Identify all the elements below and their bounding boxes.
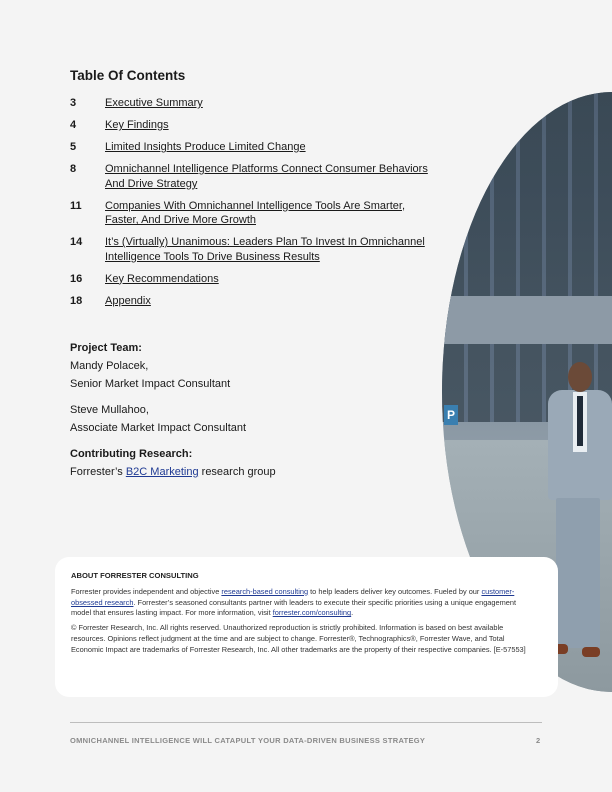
toc-item[interactable] <box>70 118 430 133</box>
about-paragraph <box>71 587 531 619</box>
research-consulting-link[interactable]: research-based consulting <box>221 586 309 596</box>
toc-link[interactable]: Companies With Omnichannel Intelligence Tools Are Smarter, Faster, And Drive More Growth <box>105 199 405 226</box>
toc-link[interactable]: It’s (Virtually) Unanimous: Leaders Plan To Invest In Omnichannel Intelligence Tools To Drive Business Results <box>105 236 425 263</box>
team-heading: Project Team: <box>70 342 142 354</box>
toc-page: 14 <box>70 236 83 248</box>
toc-link[interactable]: Executive Summary <box>105 97 203 109</box>
toc-list <box>70 96 430 316</box>
member-name: Steve Mullahoo, <box>70 404 149 416</box>
toc-page: 8 <box>70 163 77 175</box>
toc-page: 4 <box>70 119 77 131</box>
consulting-url-link[interactable]: forrester.com/consulting <box>272 608 352 618</box>
toc-item[interactable] <box>70 96 430 111</box>
toc-link[interactable]: Appendix <box>105 294 151 307</box>
about-box <box>55 557 558 697</box>
toc-item[interactable] <box>70 140 430 155</box>
toc-page: 3 <box>70 97 77 109</box>
toc-link[interactable]: Key Findings <box>105 119 169 131</box>
contrib-prefix: Forrester’s <box>70 466 126 478</box>
toc-page: 16 <box>70 272 83 285</box>
about-text: Forrester provides independent and objective <box>71 586 222 596</box>
toc-item[interactable] <box>70 294 430 309</box>
member-role: Senior Market Impact Consultant <box>70 378 231 390</box>
toc-page: 11 <box>70 199 82 212</box>
parking-sign: P <box>444 405 458 425</box>
contrib-line <box>70 463 420 481</box>
contrib-suffix: research group <box>198 466 276 478</box>
footer-title: OMNICHANNEL INTELLIGENCE WILL CATAPULT YOUR DATA-DRIVEN BUSINESS STRATEGY <box>70 736 426 745</box>
toc-item[interactable] <box>70 199 430 228</box>
about-text: to help leaders deliver key outcomes. Fueled by our <box>308 586 482 596</box>
contrib-heading: Contributing Research: <box>70 448 193 460</box>
member-role: Associate Market Impact Consultant <box>70 422 247 434</box>
toc-link[interactable]: Limited Insights Produce Limited Change <box>105 141 306 153</box>
project-team <box>70 339 420 481</box>
customer-research-link[interactable]: customer-obsessed research <box>71 586 515 607</box>
copyright-paragraph: © Forrester Research, Inc. All rights reserved. Unauthorized reproduction is strictly prohibited. Information is based on best available resources. Opinions reflect judgment at the time and are subject to change. Forrester®, Technographics®, Forrester Wave, and Total Economic Impact are trademarks of Forrester Research, Inc. All other trademarks are the property of their respective companies. [E-57553] <box>71 623 526 654</box>
toc-item[interactable] <box>70 235 430 264</box>
toc-link[interactable]: Omnichannel Intelligence Platforms Connect Consumer Behaviors And Drive Strategy <box>105 163 428 190</box>
toc-title: Table Of Contents <box>70 68 186 83</box>
toc-page: 18 <box>70 294 83 307</box>
page-number: 2 <box>536 736 541 745</box>
toc-link[interactable]: Key Recommendations <box>105 272 219 285</box>
toc-item[interactable] <box>70 272 430 287</box>
member-name: Mandy Polacek, <box>70 360 149 372</box>
toc-item[interactable] <box>70 162 430 191</box>
about-text: . Forrester’s seasoned consultants partner with leaders to execute their specific priorities using a unique engagement model that ensures lasting impact. For more information, visit <box>71 597 517 618</box>
about-text: . <box>351 608 354 618</box>
footer-rule <box>70 722 542 723</box>
b2c-marketing-link[interactable]: B2C Marketing <box>125 466 199 478</box>
about-heading: ABOUT FORRESTER CONSULTING <box>71 571 199 580</box>
toc-page: 5 <box>70 141 77 153</box>
building-band <box>442 296 612 344</box>
